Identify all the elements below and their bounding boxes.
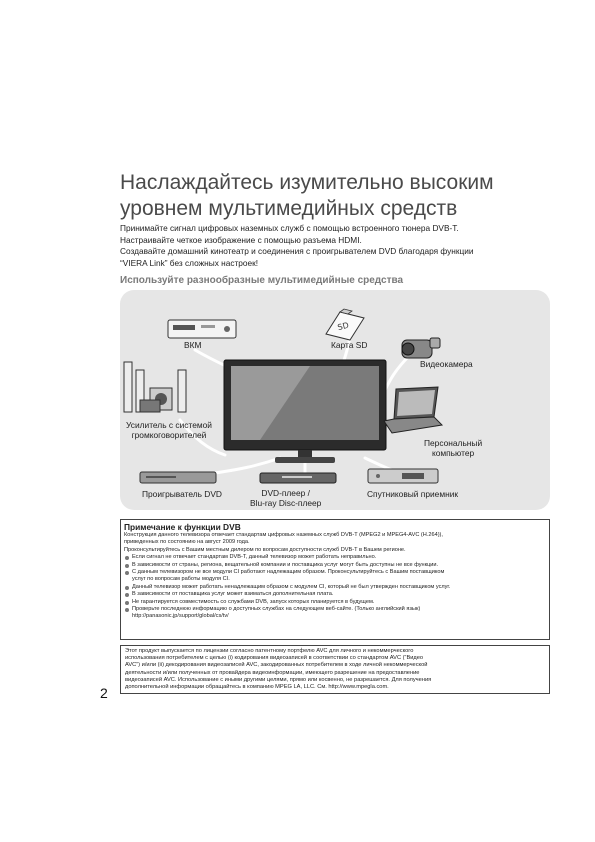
license-line-2: использования потребителем с целью (i) кодирования видеозаписей в соответствии со стандартом AVC (“Видео (125, 655, 424, 662)
bluray-player-icon (258, 470, 338, 486)
label-satellite: Спутниковый приемник (367, 489, 459, 499)
intro-line-3: Создавайте домашний кинотеатр и соединения с проигрывателем DVD благодаря функции (120, 246, 474, 257)
laptop-icon (382, 385, 444, 439)
dvb-note-box (120, 519, 550, 640)
label-bluray-line-1: DVD-плеер / (261, 488, 310, 498)
page-number: 2 (100, 685, 108, 701)
label-pc (424, 438, 482, 458)
note-para-1-line-2: приведенных по состоянию на август 2009 года. (124, 539, 250, 546)
list-item-text: Проверьте последнюю информацию о доступных службах на следующем веб-сайте. (Только английский язык) (132, 606, 421, 613)
list-item: Если сигнал не отвечает стандартам DVB-T, данный телевизор может работать неправильно. (124, 554, 546, 561)
list-item (124, 569, 546, 584)
note-para-1-line-1: Конструкция данного телевизора отвечает стандартам цифровых наземных служб DVB-T (MPEG2 и MPEG4-AVC (H.264)), (124, 532, 443, 538)
license-line-3: AVC”) и/или (ii) декодирования видеозаписей AVC, закодированных потребителем в ходе личной некоммерческой (125, 662, 428, 669)
list-item: В зависимости от страны, региона, вещательной компании и поставщика услуг могут быть доступны не все функции. (124, 562, 546, 569)
svg-text:SD: SD (336, 320, 350, 333)
license-line-6: дополнительной информации обращайтесь в компанию MPEG LA, LLC. См. http://www.mpegla.com. (125, 684, 389, 691)
intro-line-4: “VIERA Link” без сложных настроек! (120, 257, 259, 268)
tv-icon (220, 358, 390, 468)
label-bluray (250, 488, 321, 508)
intro-line-2: Настраивайте четкое изображение с помощью разъема HDMI. (120, 234, 362, 245)
note-title: Примечание к функции DVB (124, 522, 241, 532)
intro-line-1: Принимайте сигнал цифровых наземных служб с помощью встроенного тюнера DVB-T. (120, 223, 459, 233)
license-line-1: Этот продукт выпускается по лицензии согласно патентному портфелю AVC для личного и некоммерческого (125, 648, 414, 654)
list-item (124, 606, 546, 621)
label-camcorder: Видеокамера (420, 359, 473, 369)
note-para-2: Проконсультируйтесь с Вашим местным дилером по вопросам доступности служб DVB-T в Вашем регионе. (124, 546, 406, 553)
label-sd-card: Карта SD (331, 340, 368, 350)
label-dvd: Проигрыватель DVD (142, 489, 222, 499)
support-url-link[interactable]: http://panasonic.jp/support/global/cs/tv/ (132, 613, 229, 620)
connection-diagram (120, 290, 550, 510)
vcr-icon (167, 317, 237, 341)
label-bluray-line-2: Blu-ray Disc-плеер (250, 498, 322, 508)
label-amp (126, 420, 212, 440)
list-item-text-cont: услуг по вопросам работы модуля CI. (132, 576, 230, 583)
note-bullet-list (124, 554, 546, 621)
license-line-4: деятельности и/или полученных от провайдера видеоинформации, имеющего разрешение на предоставление (125, 669, 420, 676)
speaker-system-icon (120, 360, 200, 420)
list-item: В зависимости от поставщика услуг может взиматься дополнительная плата. (124, 591, 546, 598)
list-item-text: С данным телевизором не все модули CI работают надлежащим образом. Проконсультируйтесь с Вашим поставщиком (132, 569, 445, 576)
label-amp-line-2: громкоговорителей (131, 430, 207, 440)
title-line-2: уровнем мультимедийных средств (120, 197, 458, 220)
title-line-1: Наслаждайтесь изумительно высоким (120, 171, 494, 194)
license-box (120, 645, 550, 694)
label-pc-line-2: компьютер (431, 448, 475, 458)
list-item: Данный телевизор может работать ненадлежащим образом с модулем CI, который не был утвержден поставщиком услуг. (124, 584, 546, 591)
license-line-5: видеозаписей AVC. Использование с иными другими целями, прямо или косвенно, не разрешается. Для получения (125, 676, 432, 683)
label-amp-line-1: Усилитель с системой (126, 420, 212, 430)
label-vcr: ВКМ (184, 340, 202, 350)
dvd-player-icon (138, 468, 218, 486)
label-pc-line-1: Персональный (424, 438, 483, 448)
intro-text (120, 223, 550, 269)
list-item: Не гарантируется совместимость со службами DVB, запуск которых планируется в будущем. (124, 599, 546, 606)
sd-card-icon (318, 308, 368, 342)
page-title (120, 170, 540, 222)
satellite-receiver-icon (366, 465, 440, 487)
section-subheading: Используйте разнообразные мультимедийные средства (120, 275, 404, 286)
